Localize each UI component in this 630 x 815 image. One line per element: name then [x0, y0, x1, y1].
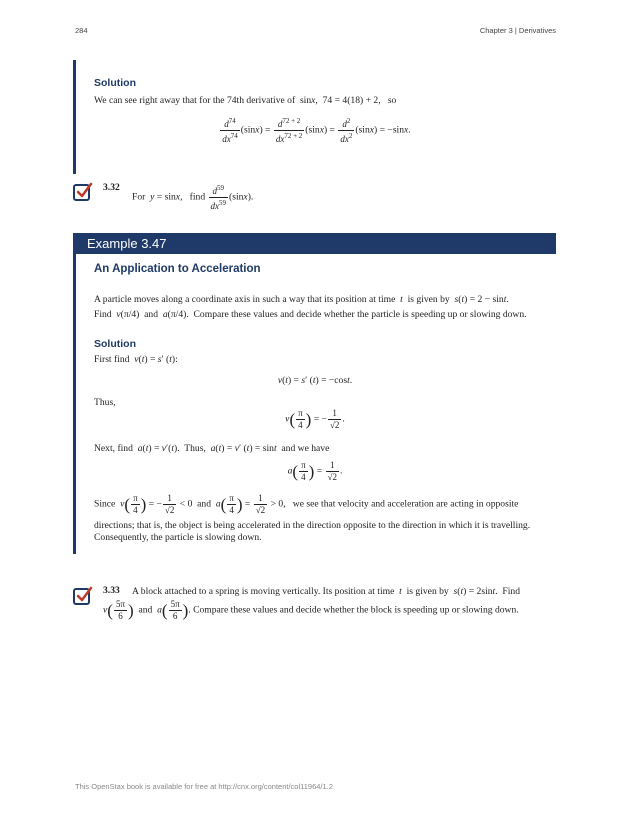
exercise-332-for: For	[132, 191, 146, 203]
we-see: we see that velocity and acceleration are acting in opposite	[292, 498, 519, 510]
solution-text: We can see right away that for the 74th derivative of sinx, 74 = 4(18) + 2, so	[94, 95, 397, 106]
example-solution-heading: Solution	[94, 338, 136, 350]
acceleration-value: a( $\frac{\pi}{4}$ ) = $\frac{1}{√2}$ .	[287, 460, 343, 482]
conclusion-line3: Consequently, the particle is slowing down.	[94, 532, 262, 543]
since: Since	[94, 498, 116, 510]
chapter-title: Chapter 3 | Derivatives	[479, 26, 556, 35]
solution-heading: Solution	[94, 77, 136, 89]
example-problem: A particle moves along a coordinate axis in such a way that its position at time t is given by s(t) = 2 − sint. Find v(π/4) and a(π/4). Compare these values and decide whether the particle is speeding up or slowing down.	[94, 294, 527, 320]
footer-text: This OpenStax book is available for free at http://cnx.org/content/col11964/1.2	[75, 782, 333, 791]
conclusion-line1: Since v( $\frac{\pi}{4}$ ) = − $\frac{1}{√2}$ < 0 and a( $\frac{\pi}{4}$ ) = $\frac{1}{√2}$ > 0, we see that velocity and acceleration are acting in opposite	[94, 493, 519, 515]
solution-equation-intro: 74 = 4(18) + 2,	[322, 95, 381, 106]
exercise-333-line1: A block attached to a spring is moving vertically. Its position at time t is given by s(t) = 2sint. Find	[132, 586, 521, 597]
exercise-333-text-d: Compare these values and decide whether the block is speeding up or slowing down.	[193, 604, 519, 616]
exercise-333-text-b: is given by	[406, 586, 449, 597]
thus-label: Thus,	[94, 397, 116, 408]
thus2: Thus,	[184, 443, 206, 454]
exercise-332-text: For y = sinx, find $\frac{d^{59}}{dx^{59}}$ (sinx).	[132, 184, 254, 211]
problem-text-a: A particle moves along a coordinate axis in such a way that its position at time	[94, 294, 396, 305]
exercise-333-number: 3.33	[103, 585, 120, 596]
velocity-value: v( $\frac{\pi}{4}$ ) = − $\frac{1}{√2}$ .	[285, 408, 345, 430]
checkpoint-icon	[73, 586, 93, 606]
example-bar	[73, 254, 76, 554]
velocity-equation: v(t) = s′ (t) = −cost.	[277, 375, 353, 386]
problem-text-e: Compare these values and decide whether the particle is speeding up or slowing down.	[193, 309, 527, 320]
problem-text-d: and	[144, 309, 159, 320]
problem-text-b: is given by	[407, 294, 450, 305]
example-title: An Application to Acceleration	[94, 263, 261, 275]
exercise-333-text-a: A block attached to a spring is moving vertically. Its position at time	[132, 586, 395, 597]
problem-text-c: Find	[94, 309, 112, 320]
checkpoint-icon	[73, 182, 93, 202]
example-banner: Example 3.47	[73, 233, 556, 254]
first-find: First find	[94, 354, 130, 365]
and: and	[197, 498, 212, 510]
next-find: Next, find	[94, 443, 133, 454]
exercise-333-text-c: Find	[502, 586, 521, 597]
page-number: 284	[75, 26, 88, 35]
exercise-332-find: find	[189, 191, 206, 203]
solution-so: so	[387, 95, 397, 106]
and-we-have: and we have	[281, 443, 330, 454]
solution-text-a: We can see right away that for the 74th derivative of	[94, 95, 296, 106]
exercise-333-and: and	[138, 604, 153, 616]
conclusion-line2: directions; that is, the object is being accelerated in the direction opposite to the direction in which it is travelling.	[94, 520, 531, 531]
derivative-equation: $\frac{d^{74}}{dx^{74}}$ (sinx) = $\frac{d^{72 + 2}}{dx^{72 + 2}}$ (sinx) = $\frac{d^2}{dx^2}$ (sinx) = −sinx.	[222, 117, 411, 144]
first-find-line: First find v(t) = s′ (t):	[94, 354, 178, 365]
next-find-line: Next, find a(t) = v′(t). Thus, a(t) = v′ (t) = sint and we have	[94, 443, 330, 454]
exercise-332-number: 3.32	[103, 182, 120, 193]
exercise-333-line2: v( $\frac{5\pi}{6}$ ) and a( $\frac{5\pi}{6}$ ). Compare these values and decide whether the block is speeding up or slowing down.	[103, 599, 519, 621]
